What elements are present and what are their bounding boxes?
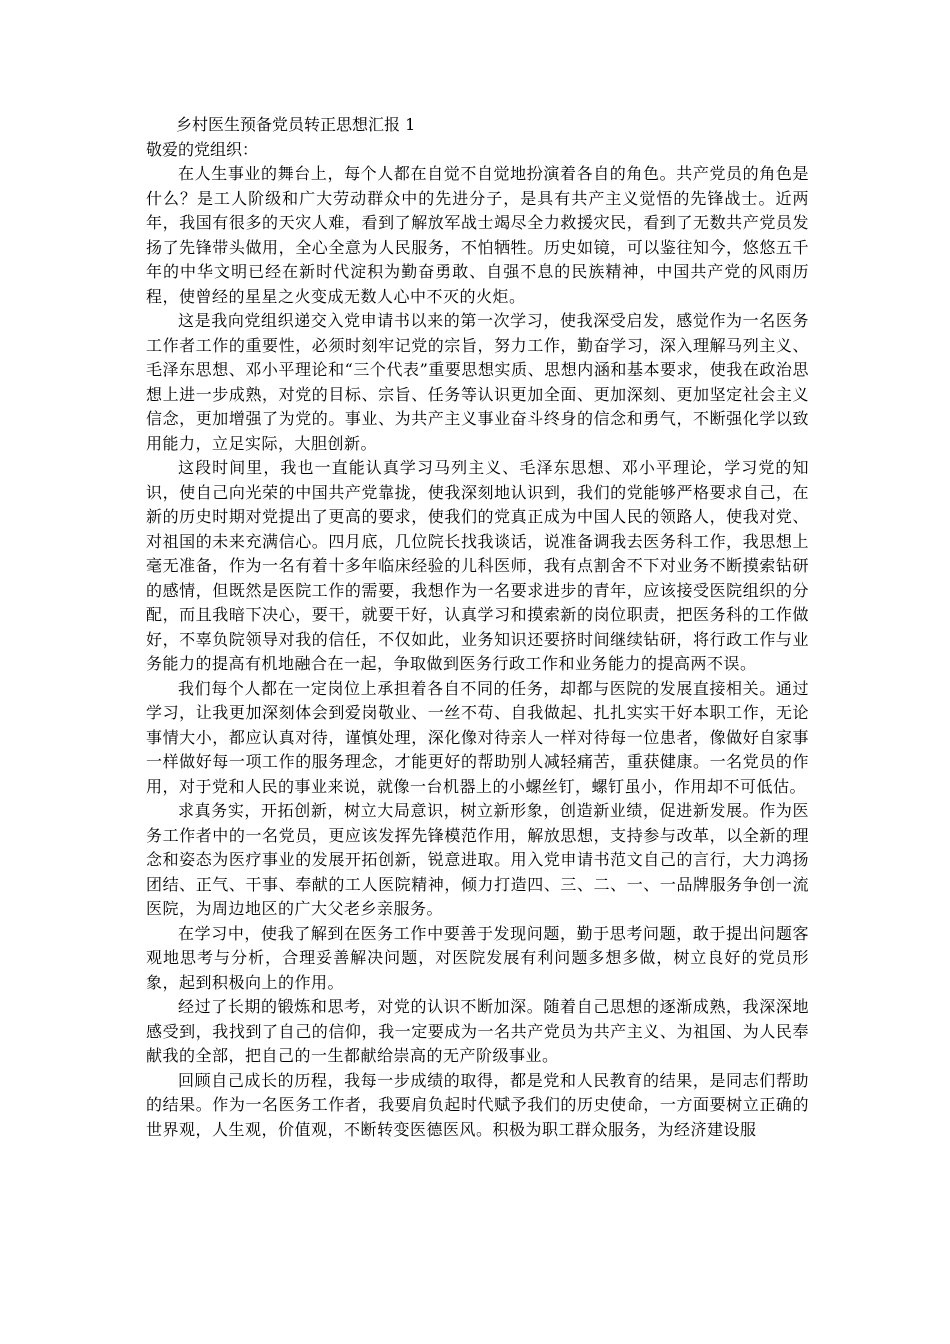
paragraph-1: 在人生事业的舞台上，每个人都在自觉不自觉地扮演着各自的角色。共产党员的角色是什么？是工人阶级和广大劳动群众中的先进分子，是具有共产主义觉悟的先锋战士。近两年，我国有很多的天灾人难，看到了解放军战士竭尽全力救援灾民，看到了无数共产党员发扬了先锋带头做用，全心全意为人民服务，不怕牺牲。历史如镜，可以鉴往知今，悠悠五千年的中华文明已经在新时代淀积为勤奋勇敢、自强不息的民族精神，中国共产党的风雨历程，使曾经的星星之火变成无数人心中不灭的火炬。 bbox=[146, 164, 809, 306]
paragraph-7: 经过了长期的锻炼和思考，对党的认识不断加深。随着自己思想的逐渐成熟，我深深地感受到，我找到了自己的信仰，我一定要成为一名共产党员为共产主义、为祖国、为人民奉献我的全部，把自己的一生都献给崇高的无产阶级事业。 bbox=[146, 997, 809, 1065]
paragraph-8: 回顾自己成长的历程，我每一步成绩的取得，都是党和人民教育的结果，是同志们帮助的结果。作为一名医务工作者，我要肩负起时代赋予我们的历史使命，一方面要树立正确的世界观，人生观，价值观，不断转变医德医风。积极为职工群众服务，为经济建设服 bbox=[146, 1070, 809, 1139]
salutation: 敬爱的党组织： bbox=[146, 140, 259, 159]
paragraph-3: 这段时间里，我也一直能认真学习马列主义、毛泽东思想、邓小平理论，学习党的知识，使自己向光荣的中国共产党靠拢，使我深刻地认识到，我们的党能够严格要求自己，在新的历史时期对党提出了更高的要求，使我们的党真正成为中国人民的领路人，使我对党、对祖国的未来充满信心。四月底，几位院长找我谈话，说准备调我去医务科工作，我思想上毫无准备，作为一名有着十多年临床经验的儿科医师，我有点割舍不下对业务不断摸索钻研的感情，但既然是医院工作的需要，我想作为一名要求进步的青年，应该接受医院组织的分配，而且我暗下决心，要干，就要干好，认真学习和摸索新的岗位职责，把医务科的工作做好，不辜负院领导对我的信任，不仅如此，业务知识还要挤时间继续钻研，将行政工作与业务能力的提高有机地融合在一起，争取做到医务行政工作和业务能力的提高两不误。 bbox=[146, 458, 809, 673]
document-title: 乡村医生预备党员转正思想汇报 1 bbox=[176, 115, 416, 134]
paragraph-6: 在学习中，使我了解到在医务工作中要善于发现问题，勤于思考问题，敢于提出问题客观地思考与分析，合理妥善解决问题，对医院发展有利问题多想多做，树立良好的党员形象，起到积极向上的作用。 bbox=[146, 923, 809, 992]
paragraph-4: 我们每个人都在一定岗位上承担着各自不同的任务，却都与医院的发展直接相关。通过学习，让我更加深刻体会到爱岗敬业、一丝不苟、自我做起、扎扎实实干好本职工作，无论事情大小，都应认真对待，谨慎处理，深化像对待亲人一样对待每一位患者，像做好自家事一样做好每一项工作的服务理念，才能更好的帮助别人减轻痛苦，重获健康。一名党员的作用，对于党和人民的事业来说，就像一台机器上的小螺丝钉，螺钉虽小，作用却不可低估。 bbox=[146, 678, 809, 796]
paragraph-5: 求真务实，开拓创新，树立大局意识，树立新形象，创造新业绩，促进新发展。作为医务工作者中的一名党员，更应该发挥先锋模范作用，解放思想，支持参与改革，以全新的理念和姿态为医疗事业的发展开拓创新，锐意进取。用入党申请书范文自己的言行，大力鸿扬团结、正气、干事、奉献的工人医院精神，倾力打造四、三、二、一、一品牌服务争创一流医院，为周边地区的广大父老乡亲服务。 bbox=[146, 801, 809, 918]
paragraph-2: 这是我向党组织递交入党申请书以来的第一次学习，使我深受启发，感觉作为一名医务工作者工作的重要性，必须时刻牢记党的宗旨，努力工作，勤奋学习，深入理解马列主义、毛泽东思想、邓小平理论和“三个代表”重要思想实质、思想内涵和基本要求，使我在政治思想上进一步成熟，对党的目标、宗旨、任务等认识更加全面、更加深刻、更加坚定社会主义信念，更加增强了为党的。事业、为共产主义事业奋斗终身的信念和勇气，不断强化学以致用能力，立足实际，大胆创新。 bbox=[146, 311, 809, 453]
document-body bbox=[146, 113, 809, 1142]
